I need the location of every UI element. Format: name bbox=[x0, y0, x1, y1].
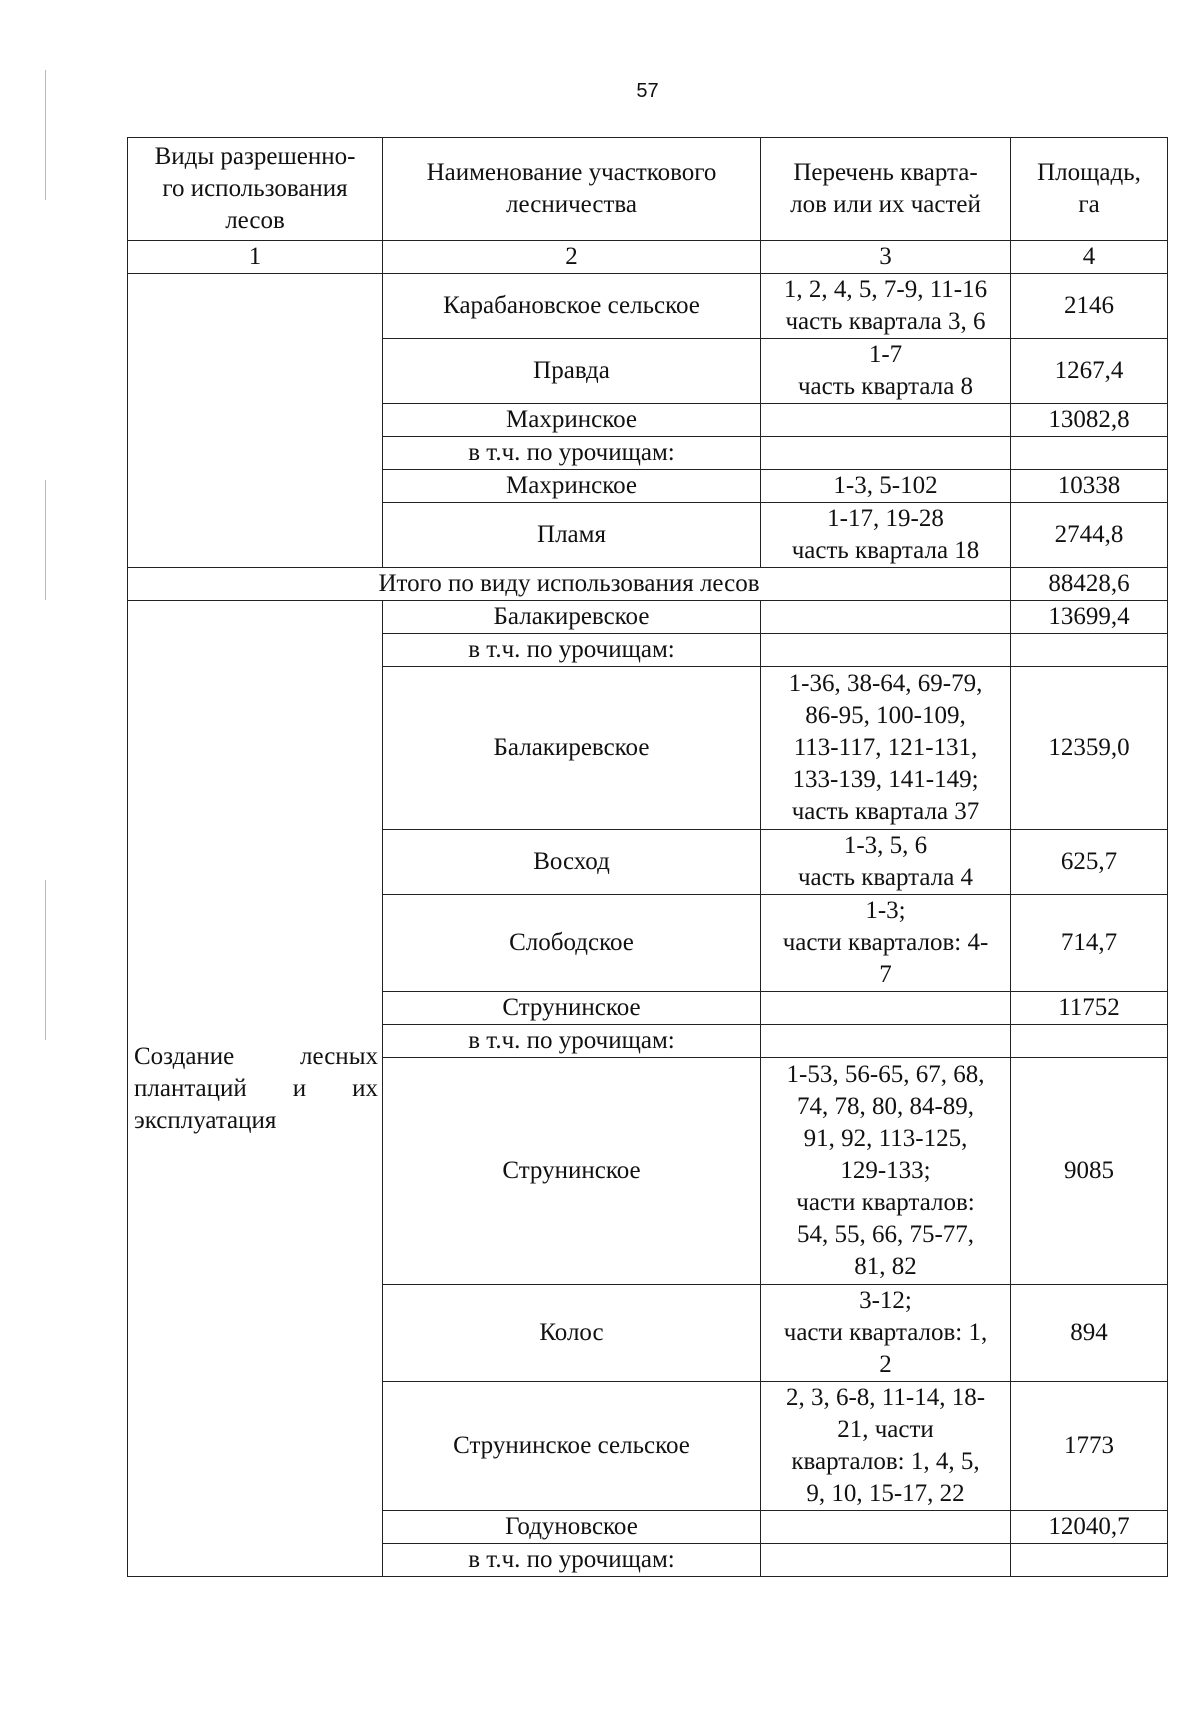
quarters-line: 1-3, 5, 6 bbox=[843, 832, 928, 859]
area-cell: 11752 bbox=[1011, 992, 1168, 1025]
kind-of-use-line: эксплуатация bbox=[134, 1106, 277, 1134]
area-cell: 10338 bbox=[1011, 470, 1168, 503]
quarters-cell bbox=[761, 1285, 1011, 1382]
area-cell: 1773 bbox=[1011, 1382, 1168, 1511]
quarters-cell bbox=[761, 470, 1011, 503]
area-cell: 9085 bbox=[1011, 1058, 1168, 1285]
quarters-cell bbox=[761, 601, 1011, 634]
forest-use-table bbox=[127, 137, 1168, 1577]
area-cell: 13699,4 bbox=[1011, 601, 1168, 634]
area-cell bbox=[1011, 1025, 1168, 1058]
kind-of-use-line: Создание лесных bbox=[134, 1042, 378, 1070]
area-cell bbox=[1011, 634, 1168, 667]
area-cell bbox=[1011, 1544, 1168, 1577]
forestry-name-cell: Махринское bbox=[383, 470, 761, 503]
quarters-line: 1-3, 5-102 bbox=[833, 472, 938, 499]
quarters-line: 1-53, 56-65, 67, 68, bbox=[786, 1061, 985, 1088]
quarters-line: 74, 78, 80, 84-89, bbox=[796, 1093, 975, 1120]
quarters-cell bbox=[761, 992, 1011, 1025]
quarters-cell bbox=[761, 830, 1011, 895]
quarters-cell bbox=[761, 274, 1011, 339]
quarters-line: 1, 2, 4, 5, 7-9, 11-16 bbox=[783, 276, 988, 303]
quarters-line: 1-7 bbox=[868, 341, 903, 368]
quarters-line: 133-139, 141-149; bbox=[792, 766, 979, 793]
area-cell: 1267,4 bbox=[1011, 339, 1168, 404]
forestry-name-cell: Балакиревское bbox=[383, 667, 761, 830]
area-cell: 714,7 bbox=[1011, 895, 1168, 992]
quarters-line: 1-17, 19-28 bbox=[827, 505, 944, 532]
forestry-name-cell: Струнинское сельское bbox=[383, 1382, 761, 1511]
forestry-name-cell: Годуновское bbox=[383, 1511, 761, 1544]
area-cell: 894 bbox=[1011, 1285, 1168, 1382]
header-quarters-list: Перечень кварта- лов или их частей bbox=[761, 138, 1011, 241]
quarters-line: 129-133; bbox=[840, 1157, 931, 1184]
forestry-name-cell: Правда bbox=[383, 339, 761, 404]
forestry-name-cell: Балакиревское bbox=[383, 601, 761, 634]
quarters-line: 7 bbox=[879, 961, 892, 988]
quarters-line: 113-117, 121-131, bbox=[793, 734, 978, 761]
forestry-name-cell: Струнинское bbox=[383, 992, 761, 1025]
table-row bbox=[128, 601, 1168, 634]
kind-of-use-line: плантаций и их bbox=[134, 1074, 378, 1102]
column-number: 4 bbox=[1011, 241, 1168, 274]
quarters-cell bbox=[761, 667, 1011, 830]
page-number: 57 bbox=[636, 80, 659, 102]
header-area: Площадь, га bbox=[1011, 138, 1168, 241]
kind-of-use-cell bbox=[128, 601, 383, 1577]
scan-margin-mark bbox=[45, 480, 46, 600]
scan-margin-mark bbox=[45, 70, 46, 200]
quarters-line: 1-3; bbox=[865, 897, 906, 924]
forestry-name-cell: Колос bbox=[383, 1285, 761, 1382]
table-header-row bbox=[128, 138, 1168, 241]
forestry-name-cell: Карабановское сельское bbox=[383, 274, 761, 339]
column-number: 3 bbox=[761, 241, 1011, 274]
area-cell: 2146 bbox=[1011, 274, 1168, 339]
quarters-cell bbox=[761, 1382, 1011, 1511]
quarters-line: части кварталов: bbox=[796, 1189, 975, 1216]
forestry-name-cell: Махринское bbox=[383, 404, 761, 437]
column-number-row bbox=[128, 241, 1168, 274]
quarters-cell bbox=[761, 895, 1011, 992]
quarters-cell bbox=[761, 339, 1011, 404]
quarters-cell bbox=[761, 503, 1011, 568]
quarters-cell bbox=[761, 634, 1011, 667]
quarters-line: часть квартала 4 bbox=[797, 864, 974, 891]
quarters-cell bbox=[761, 1025, 1011, 1058]
total-row bbox=[128, 568, 1168, 601]
quarters-line: 1-36, 38-64, 69-79, bbox=[788, 670, 983, 697]
header-forestry-name: Наименование участкового лесничества bbox=[383, 138, 761, 241]
total-area: 88428,6 bbox=[1011, 568, 1168, 601]
area-cell: 12359,0 bbox=[1011, 667, 1168, 830]
column-number: 1 bbox=[128, 241, 383, 274]
forestry-name-cell: Струнинское bbox=[383, 1058, 761, 1285]
area-cell bbox=[1011, 437, 1168, 470]
forestry-name-cell: в т.ч. по урочищам: bbox=[383, 437, 761, 470]
forestry-name-cell: в т.ч. по урочищам: bbox=[383, 1025, 761, 1058]
header-kind-of-use: Виды разрешенно- го использования лесов bbox=[128, 138, 383, 241]
quarters-cell bbox=[761, 404, 1011, 437]
quarters-line: часть квартала 37 bbox=[791, 798, 980, 825]
quarters-line: части кварталов: 1, bbox=[783, 1319, 988, 1346]
quarters-line: 86-95, 100-109, bbox=[805, 702, 966, 729]
forestry-name-cell: в т.ч. по урочищам: bbox=[383, 1544, 761, 1577]
quarters-line: часть квартала 18 bbox=[791, 537, 980, 564]
area-cell: 13082,8 bbox=[1011, 404, 1168, 437]
column-number: 2 bbox=[383, 241, 761, 274]
quarters-line: 2 bbox=[879, 1351, 892, 1378]
quarters-line: части кварталов: 4- bbox=[782, 929, 989, 956]
quarters-line: 2, 3, 6-8, 11-14, 18- bbox=[785, 1384, 986, 1411]
quarters-line: кварталов: 1, 4, 5, bbox=[791, 1448, 980, 1475]
quarters-line: 54, 55, 66, 75-77, bbox=[796, 1221, 975, 1248]
forestry-name-cell: Слободское bbox=[383, 895, 761, 992]
quarters-cell bbox=[761, 1058, 1011, 1285]
quarters-cell bbox=[761, 1544, 1011, 1577]
kind-of-use-cell bbox=[128, 274, 383, 568]
area-cell: 625,7 bbox=[1011, 830, 1168, 895]
quarters-cell bbox=[761, 437, 1011, 470]
quarters-line: 81, 82 bbox=[854, 1253, 917, 1280]
quarters-line: 3-12; bbox=[859, 1287, 912, 1314]
table-row bbox=[128, 274, 1168, 339]
area-cell: 2744,8 bbox=[1011, 503, 1168, 568]
area-cell: 12040,7 bbox=[1011, 1511, 1168, 1544]
forestry-name-cell: в т.ч. по урочищам: bbox=[383, 634, 761, 667]
scan-margin-mark bbox=[45, 880, 46, 1040]
forestry-name-cell: Пламя bbox=[383, 503, 761, 568]
forestry-name-cell: Восход bbox=[383, 830, 761, 895]
quarters-line: часть квартала 3, 6 bbox=[785, 308, 986, 335]
quarters-line: 21, части bbox=[837, 1416, 934, 1443]
quarters-line: 91, 92, 113-125, bbox=[803, 1125, 968, 1152]
quarters-line: 9, 10, 15-17, 22 bbox=[806, 1480, 965, 1507]
quarters-line: часть квартала 8 bbox=[797, 373, 974, 400]
total-label: Итого по виду использования лесов bbox=[128, 568, 1011, 601]
quarters-cell bbox=[761, 1511, 1011, 1544]
